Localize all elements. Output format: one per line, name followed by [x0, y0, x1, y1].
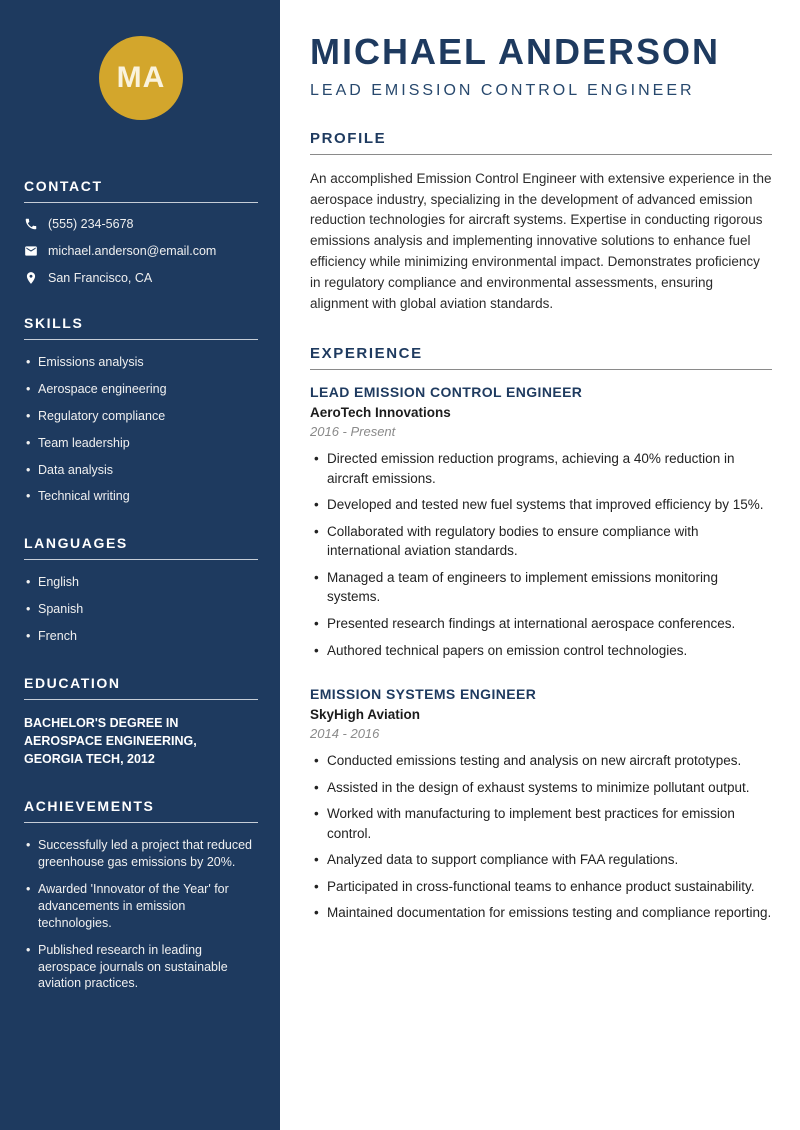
- job-bullet: • Conducted emissions testing and analysis on new aircraft prototypes.: [310, 751, 772, 771]
- languages-heading: LANGUAGES: [24, 535, 258, 560]
- profile-heading: PROFILE: [310, 130, 772, 155]
- avatar: [99, 36, 183, 120]
- job-bullet: • Assisted in the design of exhaust systems to minimize pollutant output.: [310, 778, 772, 798]
- job-bullet: • Managed a team of engineers to implement emissions monitoring systems.: [310, 568, 772, 607]
- achievements-section: [24, 798, 258, 992]
- skill-item: • Regulatory compliance: [24, 408, 258, 425]
- avatar-initials: MA: [116, 61, 166, 94]
- phone-icon: [24, 217, 38, 231]
- skill-item: • Aerospace engineering: [24, 381, 258, 398]
- experience-heading: EXPERIENCE: [310, 345, 772, 370]
- contact-section: [24, 178, 258, 285]
- job-company: SkyHigh Aviation: [310, 707, 421, 723]
- job-bullet: • Analyzed data to support compliance with FAA regulations.: [310, 850, 772, 870]
- job-dates: 2016 - Present: [310, 424, 396, 440]
- contact-phone-text: (555) 234-5678: [48, 217, 134, 231]
- job-bullet-list: [310, 751, 772, 923]
- contact-phone: [24, 217, 258, 231]
- achievement-item: • Successfully led a project that reduced greenhouse gas emissions by 20%.: [24, 837, 258, 871]
- candidate-headline: LEAD EMISSION CONTROL ENGINEER: [310, 81, 695, 99]
- job-title: EMISSION SYSTEMS ENGINEER: [310, 686, 537, 703]
- achievement-item: • Published research in leading aerospace journals on sustainable aviation practices.: [24, 942, 258, 993]
- contact-email-text: michael.anderson@email.com: [48, 244, 217, 258]
- contact-location: [24, 271, 258, 285]
- location-icon: [24, 271, 38, 285]
- education-heading: EDUCATION: [24, 675, 258, 700]
- skills-heading: SKILLS: [24, 315, 258, 340]
- main-content: [280, 0, 800, 1130]
- contact-email: [24, 244, 258, 258]
- job-bullet: • Directed emission reduction programs, achieving a 40% reduction in aircraft emissions.: [310, 449, 772, 488]
- achievements-list: [24, 837, 258, 992]
- sidebar: [0, 0, 280, 1130]
- profile-section: [310, 130, 772, 315]
- language-item: • French: [24, 628, 258, 645]
- achievement-item: • Awarded 'Innovator of the Year' for advancements in emission technologies.: [24, 881, 258, 932]
- languages-list: [24, 574, 258, 645]
- contact-heading: CONTACT: [24, 178, 258, 203]
- job-company: AeroTech Innovations: [310, 405, 451, 421]
- skill-item: • Data analysis: [24, 462, 258, 479]
- job-bullet: • Maintained documentation for emissions testing and compliance reporting.: [310, 903, 772, 923]
- language-item: • Spanish: [24, 601, 258, 618]
- job-dates: 2014 - 2016: [310, 726, 380, 742]
- job-bullet: • Collaborated with regulatory bodies to ensure compliance with international aviation standards.: [310, 522, 772, 561]
- skill-item: • Team leadership: [24, 435, 258, 452]
- skill-item: • Technical writing: [24, 488, 258, 505]
- contact-location-text: San Francisco, CA: [48, 271, 153, 285]
- job-bullet: • Presented research findings at international aerospace conferences.: [310, 614, 772, 634]
- experience-entry: [310, 384, 772, 660]
- skills-list: [24, 354, 258, 505]
- achievements-heading: ACHIEVEMENTS: [24, 798, 258, 823]
- job-bullet: • Developed and tested new fuel systems that improved efficiency by 15%.: [310, 495, 772, 515]
- job-bullet: • Participated in cross-functional teams to enhance product sustainability.: [310, 877, 772, 897]
- experience-entry: [310, 686, 772, 923]
- job-bullet: • Authored technical papers on emission control technologies.: [310, 641, 772, 661]
- experience-section: [310, 345, 772, 923]
- email-icon: [24, 244, 38, 258]
- job-bullet-list: [310, 449, 772, 660]
- profile-text: An accomplished Emission Control Engineer with extensive experience in the aerospace industry, specializing in the development of advanced emission reduction technologies for aircraft systems. Expertise in conducting rigorous emissions analysis and implementing innovative solutions to enhance fuel efficiency while minimizing environmental impact. Demonstrates proficiency in regulatory compliance and environmental assessments, ensuring alignment with global aviation standards.: [310, 170, 772, 312]
- job-bullet: • Worked with manufacturing to implement best practices for emission control.: [310, 804, 772, 843]
- education-section: [24, 675, 258, 768]
- education-degree: BACHELOR'S DEGREE IN AEROSPACE ENGINEERING, GEORGIA TECH, 2012: [24, 715, 197, 767]
- skill-item: • Emissions analysis: [24, 354, 258, 371]
- job-title: LEAD EMISSION CONTROL ENGINEER: [310, 384, 583, 401]
- candidate-name: MICHAEL ANDERSON: [310, 31, 721, 72]
- skills-section: [24, 315, 258, 505]
- language-item: • English: [24, 574, 258, 591]
- languages-section: [24, 535, 258, 645]
